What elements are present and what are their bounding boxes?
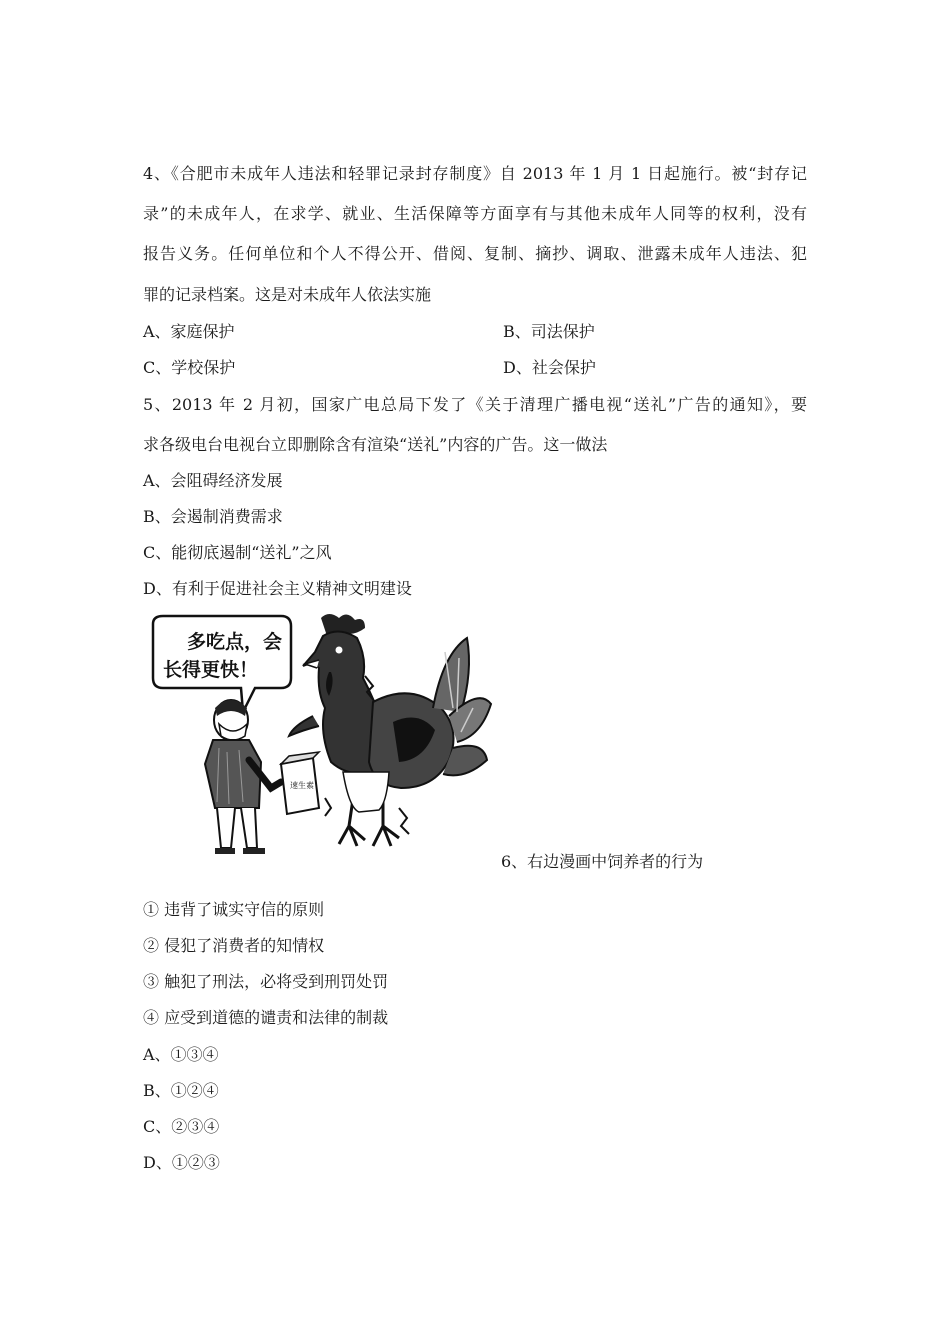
q6-option-d: D、①②③ [143, 1153, 220, 1172]
q4-option-a: A、家庭保护 [143, 322, 235, 341]
farmer-figure [205, 700, 281, 854]
q6-statement-4: ④ 应受到道德的谴责和法律的制裁 [143, 1008, 389, 1027]
q4-line-3: 报告义务。任何单位和个人不得公开、借阅、复制、摘抄、调取、泄露未成年人违法、犯 [143, 244, 807, 263]
q4-line-4: 罪的记录档案。这是对未成年人依法实施 [143, 285, 432, 304]
q5-option-b: B、会遏制消费需求 [143, 507, 283, 526]
q6-option-b: B、①②④ [143, 1081, 219, 1100]
rooster-figure [289, 614, 491, 846]
q5-option-a: A、会阻碍经济发展 [143, 471, 283, 490]
q6-option-a: A、①③④ [143, 1045, 219, 1064]
q4-option-d: D、社会保护 [503, 358, 596, 377]
q5-option-d: D、有利于促进社会主义精神文明建设 [143, 579, 412, 598]
bubble-line-1: 多吃点，会 [187, 631, 283, 653]
q6-statement-2: ② 侵犯了消费者的知情权 [143, 936, 325, 955]
q4-line-1: 4、《合肥市未成年人违法和轻罪记录封存制度》自 2013 年 1 月 1 日起施行。被“封存记 [143, 164, 807, 183]
q5-line-1: 5、2013 年 2 月初，国家广电总局下发了《关于清理广播电视“送礼”广告的通知》，要 [143, 395, 807, 414]
q4-line-2: 录”的未成年人，在求学、就业、生活保障等方面享有与其他未成年人同等的权利，没有 [143, 204, 807, 223]
q6-statement-1: ① 违背了诚实守信的原则 [143, 900, 325, 919]
box-label: 速生素 [290, 781, 314, 790]
q6-statement-3: ③ 触犯了刑法，必将受到刑罚处罚 [143, 972, 389, 991]
bubble-line-2: 长得更快！ [163, 659, 259, 681]
q5-option-c: C、能彻底遏制“送礼”之风 [143, 543, 332, 562]
cartoon-illustration [143, 612, 493, 864]
q5-line-2: 求各级电台电视台立即删除含有渲染“送礼”内容的广告。这一做法 [143, 435, 608, 454]
q6-stem: 6、右边漫画中饲养者的行为 [501, 852, 704, 871]
q4-option-b: B、司法保护 [503, 322, 595, 341]
q6-option-c: C、②③④ [143, 1117, 220, 1136]
growth-hormone-box [281, 752, 319, 814]
q4-option-c: C、学校保护 [143, 358, 236, 377]
